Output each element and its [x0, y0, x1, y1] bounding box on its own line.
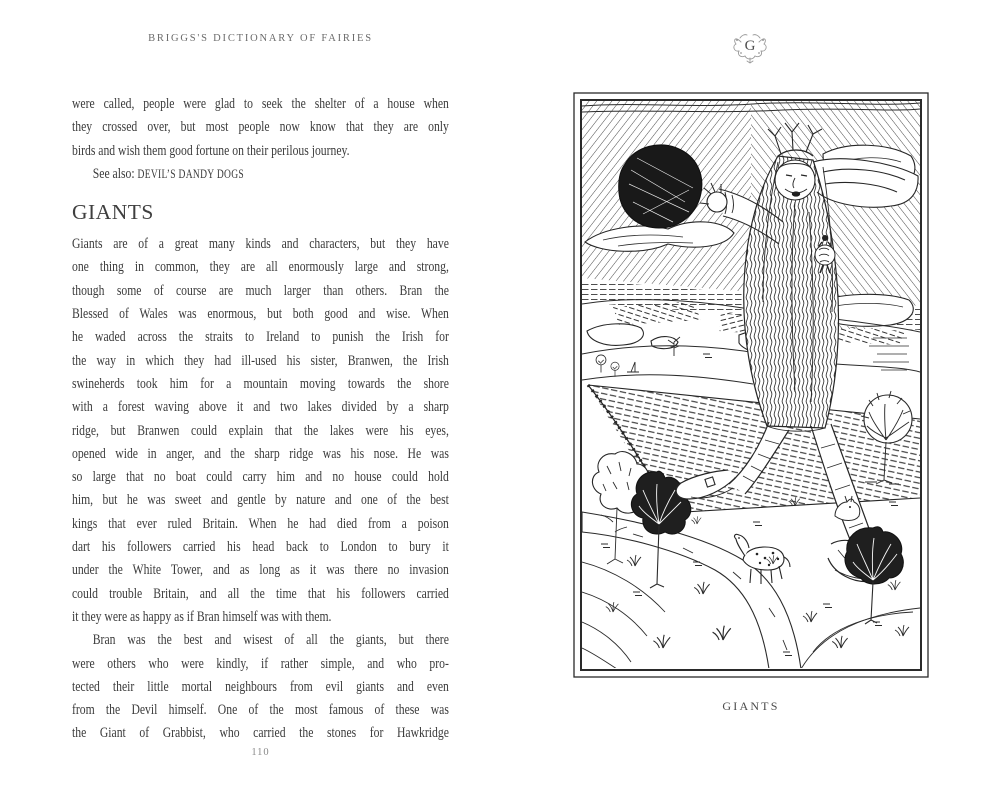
text-line: dart his followers carried his head back to London to bury it — [72, 538, 449, 556]
text-line: could trouble Britain, and all the time that his followers carried — [72, 584, 449, 602]
text-line: swineherds took him for a mountain moving towards the shore — [72, 374, 449, 392]
paragraph — [72, 628, 449, 744]
text-line: they crossed over, but most people now know that they are only — [72, 118, 449, 136]
text-line: him, but he was sweet and gentle by nature and one of the best — [72, 491, 449, 509]
entry-heading: GIANTS — [72, 200, 154, 225]
text-line: tected their little mortal neighbours from evil giants and even — [72, 677, 449, 695]
text-line: were others who were kindly, if rather simple, and who pro- — [72, 654, 449, 672]
paragraph — [72, 232, 449, 628]
text-line: Bran was the best and wisest of all the giants, but there — [92, 631, 449, 649]
see-also-line — [72, 162, 449, 185]
text-line: from the Devil himself. One of the most famous of these was — [72, 701, 449, 719]
running-header: BRIGGS'S DICTIONARY OF FAIRIES — [148, 33, 373, 44]
text-line: so large that no boat could carry him and no house could hold — [72, 468, 449, 486]
text-line: the way in which they had ill-used his sister, Branwen, the Irish — [72, 351, 449, 369]
text-line: opened wide in anger, and the sharp ridge was his nose. He was — [72, 444, 449, 462]
entry-paragraphs — [72, 232, 449, 745]
text-line: Blessed of Wales was enormous, but both good and wise. When — [72, 305, 449, 323]
text-line: with a forest waving above it and two lakes divided by a sharp — [72, 398, 449, 416]
ornament-letter: G — [744, 38, 756, 54]
text-line: were called, people were glad to seek the shelter of a house when — [72, 95, 449, 112]
text-line: he waded across the straits to Ireland to punish the Irish for — [72, 328, 449, 346]
text-line: ridge, but Branwen could explain that the lakes were his eyes, — [72, 421, 449, 439]
text-line: though some of course are much larger than others. Bran the — [72, 281, 449, 299]
see-also-label: See also: — [92, 164, 138, 182]
text-line: one thing in common, they are all enormously large and strong, — [72, 258, 449, 276]
text-line: kings that ever ruled Britain. When he had died from a poison — [72, 514, 449, 532]
see-also-reference: DEVIL’S DANDY DOGS — [137, 166, 245, 181]
text-line: it they were as happy as if Bran himself was with them. — [72, 607, 332, 625]
text-line: birds and wish them good fortune on their perilous journey. — [72, 141, 350, 159]
continuation-paragraph — [72, 92, 449, 162]
left-page-text — [72, 92, 449, 745]
illustration-caption: GIANTS — [722, 699, 780, 713]
page-number: 110 — [251, 747, 270, 758]
giant-woodcut-illustration — [573, 92, 929, 678]
text-line: the Giant of Grabbist, who carried the stones for Hawkridge — [72, 724, 449, 742]
text-line: Giants are of a great many kinds and characters, but they have — [72, 235, 449, 253]
chapter-ornament-icon — [727, 22, 773, 68]
text-line: under the White Tower, and as long as it was there no invasion — [72, 561, 449, 579]
